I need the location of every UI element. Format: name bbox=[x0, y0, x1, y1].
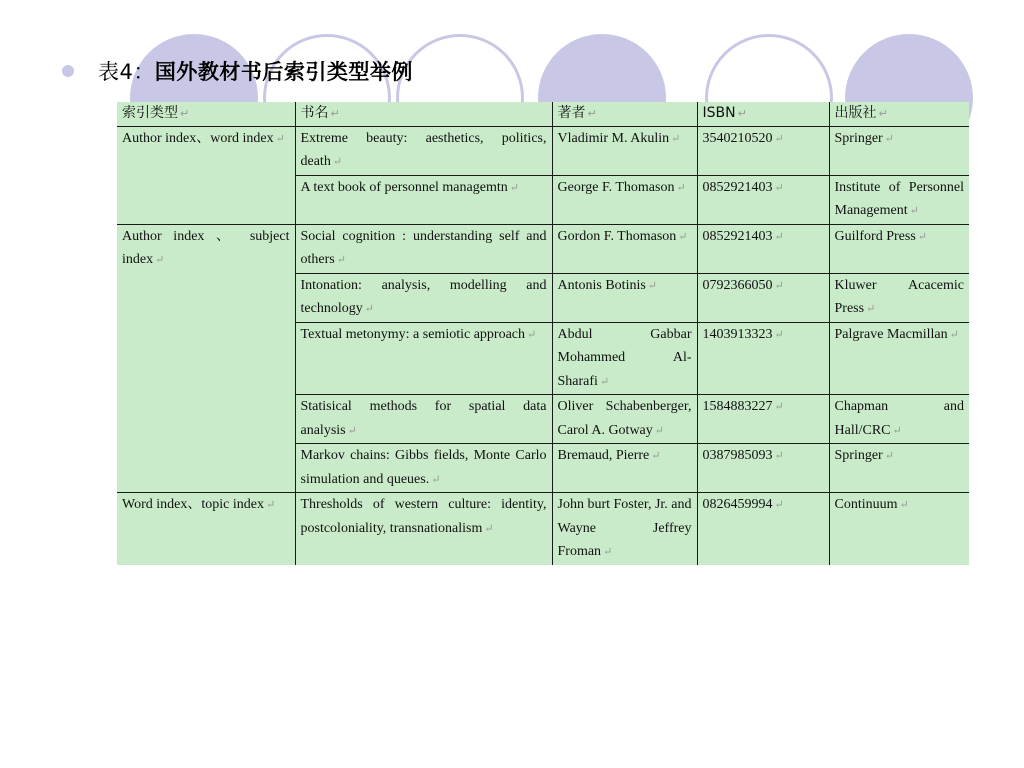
author-cell: Oliver Schabenberger, Carol A. Gotway ↵ bbox=[552, 395, 697, 444]
publisher-cell: Institute of Personnel Management ↵ bbox=[829, 175, 969, 224]
index-type-cell: Author index 、 subject index ↵ bbox=[117, 224, 295, 493]
book-title-cell: Markov chains: Gibbs fields, Monte Carlo simulation and queues. ↵ bbox=[295, 444, 552, 493]
table-row bbox=[117, 493, 969, 565]
isbn-cell: 0852921403 ↵ bbox=[697, 224, 829, 273]
publisher-cell: Palgrave Macmillan ↵ bbox=[829, 322, 969, 395]
isbn-cell: 3540210520 ↵ bbox=[697, 126, 829, 175]
publisher-cell: Guilford Press ↵ bbox=[829, 224, 969, 273]
isbn-cell: 0852921403 ↵ bbox=[697, 175, 829, 224]
header-author: 著者 ↵ bbox=[552, 102, 697, 126]
author-cell: Antonis Botinis ↵ bbox=[552, 273, 697, 322]
title-lead: 表4： bbox=[98, 60, 155, 84]
book-title-cell: A text book of personnel managemtn ↵ bbox=[295, 175, 552, 224]
book-title-cell: Social cognition : understanding self and others ↵ bbox=[295, 224, 552, 273]
table-row bbox=[117, 224, 969, 273]
isbn-cell: 0826459994 ↵ bbox=[697, 493, 829, 565]
header-book-title: 书名 ↵ bbox=[295, 102, 552, 126]
book-title-cell: Extreme beauty: aesthetics, politics, death ↵ bbox=[295, 126, 552, 175]
publisher-cell: Kluwer Acacemic Press ↵ bbox=[829, 273, 969, 322]
book-title-cell: Intonation: analysis, modelling and technology ↵ bbox=[295, 273, 552, 322]
table-header-row bbox=[117, 102, 969, 126]
title-main: 国外教材书后索引类型举例 bbox=[154, 60, 413, 84]
isbn-cell: 0792366050 ↵ bbox=[697, 273, 829, 322]
isbn-cell: 1403913323 ↵ bbox=[697, 322, 829, 395]
book-title-cell: Thresholds of western culture: identity, postcoloniality, transnationalism ↵ bbox=[295, 493, 552, 565]
author-cell: George F. Thomason ↵ bbox=[552, 175, 697, 224]
author-cell: John burt Foster, Jr. and Wayne Jeffrey Froman ↵ bbox=[552, 493, 697, 565]
index-type-cell: Word index、topic index ↵ bbox=[117, 493, 295, 565]
publisher-cell: Chapman and Hall/CRC ↵ bbox=[829, 395, 969, 444]
publisher-cell: Springer ↵ bbox=[829, 126, 969, 175]
index-types-table bbox=[117, 102, 969, 565]
table-row bbox=[117, 126, 969, 175]
book-title-cell: Statisical methods for spatial data analysis ↵ bbox=[295, 395, 552, 444]
isbn-cell: 1584883227 ↵ bbox=[697, 395, 829, 444]
index-type-cell: Author index、word index ↵ bbox=[117, 126, 295, 224]
author-cell: Vladimir M. Akulin ↵ bbox=[552, 126, 697, 175]
title-row bbox=[62, 56, 413, 86]
publisher-cell: Continuum ↵ bbox=[829, 493, 969, 565]
slide-title bbox=[98, 56, 413, 86]
header-index-type: 索引类型 ↵ bbox=[117, 102, 295, 126]
header-publisher: 出版社 ↵ bbox=[829, 102, 969, 126]
author-cell: Bremaud, Pierre ↵ bbox=[552, 444, 697, 493]
book-title-cell: Textual metonymy: a semiotic approach ↵ bbox=[295, 322, 552, 395]
bullet-icon bbox=[62, 65, 74, 77]
author-cell: Gordon F. Thomason ↵ bbox=[552, 224, 697, 273]
header-isbn: ISBN ↵ bbox=[697, 102, 829, 126]
isbn-cell: 0387985093 ↵ bbox=[697, 444, 829, 493]
author-cell: Abdul Gabbar Mohammed Al-Sharafi ↵ bbox=[552, 322, 697, 395]
publisher-cell: Springer ↵ bbox=[829, 444, 969, 493]
